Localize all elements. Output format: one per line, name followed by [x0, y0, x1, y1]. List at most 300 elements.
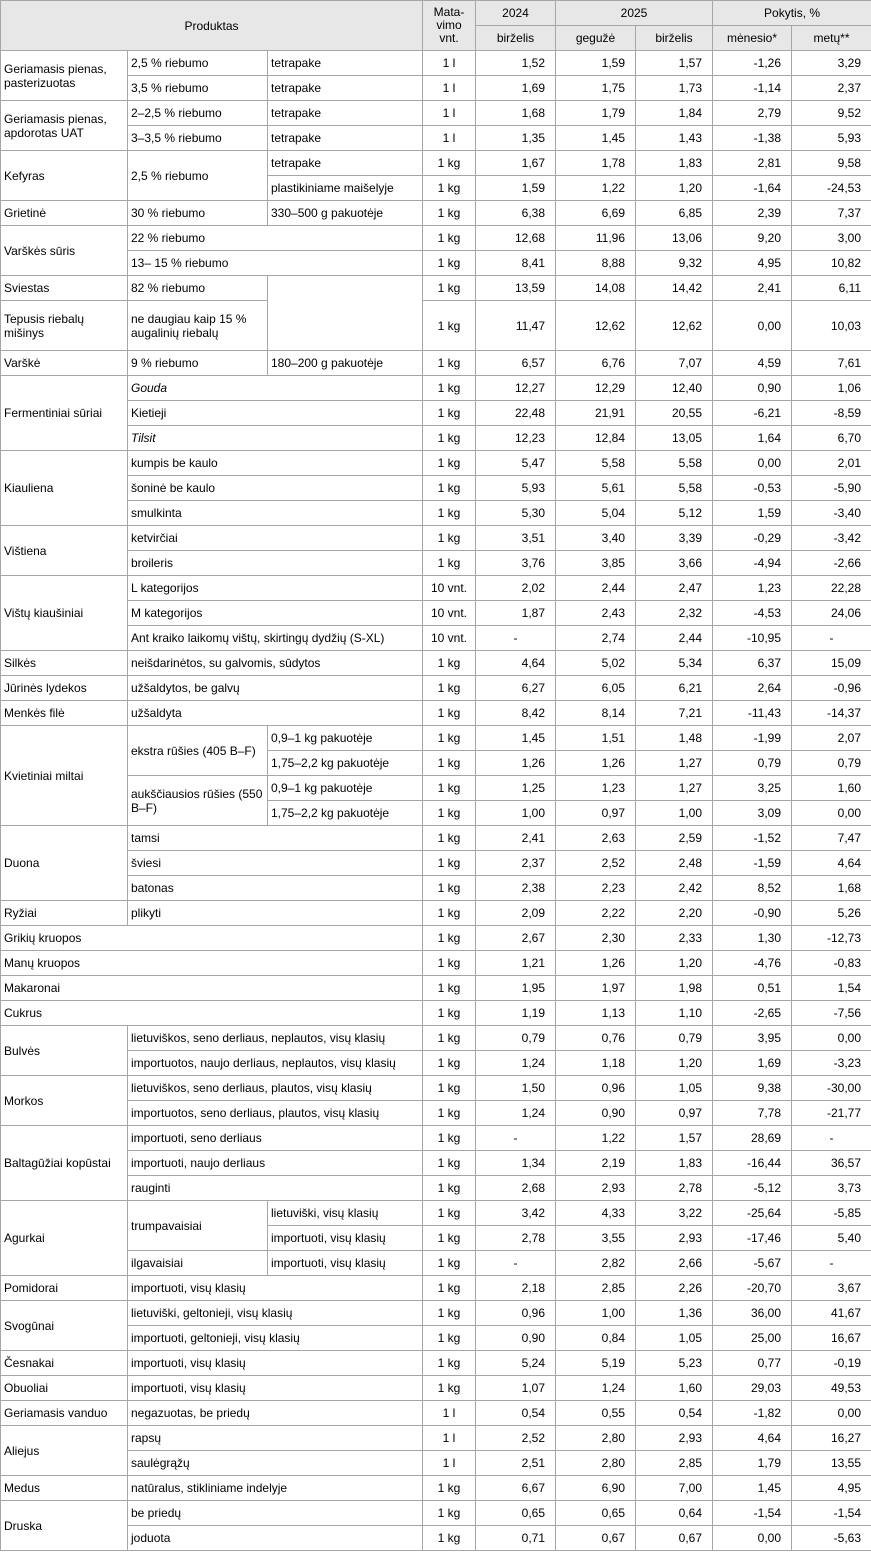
month-change-cell: -4,53 [713, 601, 792, 626]
table-row [1, 776, 871, 801]
month-change-cell: -11,43 [713, 701, 792, 726]
price-2025-may-cell: 1,75 [556, 76, 636, 101]
price-2025-may-cell: 6,76 [556, 351, 636, 376]
price-2025-june-cell: 5,12 [636, 501, 713, 526]
price-2024-june-cell: 1,87 [476, 601, 556, 626]
month-change-cell: 0,00 [713, 301, 792, 351]
price-2025-may-cell: 2,30 [556, 926, 636, 951]
product-sub-cell: 22 % riebumo [128, 226, 423, 251]
price-2025-may-cell: 1,24 [556, 1376, 636, 1401]
product-sub-cell: rauginti [128, 1176, 423, 1201]
table-row [1, 101, 871, 126]
year-change-cell: 49,53 [792, 1376, 871, 1401]
unit-cell: 1 kg [423, 901, 476, 926]
price-2024-june-cell: 2,38 [476, 876, 556, 901]
price-2025-may-cell: 1,78 [556, 151, 636, 176]
year-change-cell: 5,93 [792, 126, 871, 151]
product-group-cell: Kiauliena [1, 451, 128, 526]
price-2025-june-cell: 1,27 [636, 776, 713, 801]
product-sub-cell: importuotos, naujo derliaus, neplautos, visų klasių [128, 1051, 423, 1076]
product-group-cell: Geriamasis pienas, apdorotas UAT [1, 101, 128, 151]
product-sub-cell: 2,5 % riebumo [128, 151, 268, 201]
table-row [1, 226, 871, 251]
unit-cell: 1 kg [423, 1026, 476, 1051]
price-2024-june-cell: 2,37 [476, 851, 556, 876]
table-row [1, 51, 871, 76]
price-2024-june-cell: 22,48 [476, 401, 556, 426]
product-sub-cell: šviesi [128, 851, 423, 876]
table-row [1, 526, 871, 551]
unit-cell: 1 kg [423, 801, 476, 826]
price-2024-june-cell: 5,47 [476, 451, 556, 476]
year-change-cell: 4,95 [792, 1476, 871, 1501]
price-2025-may-cell: 5,04 [556, 501, 636, 526]
product-group-cell: Svogūnai [1, 1301, 128, 1351]
month-change-cell: 0,00 [713, 1526, 792, 1551]
product-sub-cell: trumpavaisiai [128, 1201, 268, 1251]
month-change-cell: 1,30 [713, 926, 792, 951]
price-2024-june-cell: 1,07 [476, 1376, 556, 1401]
unit-cell: 1 l [423, 76, 476, 101]
price-2025-may-cell: 14,08 [556, 276, 636, 301]
year-change-cell: 7,47 [792, 826, 871, 851]
table-row [1, 1476, 871, 1501]
year-change-cell: -3,42 [792, 526, 871, 551]
price-2025-may-cell: 2,80 [556, 1426, 636, 1451]
price-2025-may-cell: 2,74 [556, 626, 636, 651]
price-2024-june-cell: 2,68 [476, 1176, 556, 1201]
year-change-cell: 36,57 [792, 1151, 871, 1176]
packaging-cell: 1,75–2,2 kg pakuotėje [268, 801, 423, 826]
month-change-cell: -5,12 [713, 1176, 792, 1201]
packaging-cell: tetrapake [268, 51, 423, 76]
price-2025-june-cell: 2,66 [636, 1251, 713, 1276]
month-change-cell: -25,64 [713, 1201, 792, 1226]
month-change-cell: 8,52 [713, 876, 792, 901]
packaging-cell: plastikiniame maišelyje [268, 176, 423, 201]
table-row [1, 401, 871, 426]
table-row [1, 1426, 871, 1451]
product-sub-cell: plikyti [128, 901, 423, 926]
price-2025-june-cell: 0,64 [636, 1501, 713, 1526]
price-2024-june-cell: 11,47 [476, 301, 556, 351]
year-change-cell: 2,07 [792, 726, 871, 751]
product-sub-cell: 2–2,5 % riebumo [128, 101, 268, 126]
product-sub-cell: Gouda [128, 376, 423, 401]
price-2025-june-cell: 2,93 [636, 1226, 713, 1251]
product-sub-cell: rapsų [128, 1426, 423, 1451]
product-group-cell: Sviestas [1, 276, 128, 301]
month-change-cell: 0,77 [713, 1351, 792, 1376]
year-change-cell: -0,83 [792, 951, 871, 976]
year-change-cell: 3,67 [792, 1276, 871, 1301]
price-2025-june-cell: 5,58 [636, 476, 713, 501]
unit-cell: 1 l [423, 126, 476, 151]
month-change-cell: 29,03 [713, 1376, 792, 1401]
price-2024-june-cell: 12,23 [476, 426, 556, 451]
packaging-cell: lietuviški, visų klasių [268, 1201, 423, 1226]
year-change-cell: -12,73 [792, 926, 871, 951]
price-2025-june-cell: 1,05 [636, 1326, 713, 1351]
header-year-2024: 2024 [476, 1, 556, 26]
year-change-cell: 1,60 [792, 776, 871, 801]
price-2025-june-cell: 1,60 [636, 1376, 713, 1401]
product-sub-cell: 13– 15 % riebumo [128, 251, 423, 276]
month-change-cell: 2,39 [713, 201, 792, 226]
year-change-cell: 1,68 [792, 876, 871, 901]
packaging-cell: 180–200 g pakuotėje [268, 351, 423, 376]
price-2024-june-cell: 1,45 [476, 726, 556, 751]
price-2024-june-cell: 1,24 [476, 1101, 556, 1126]
unit-cell: 1 kg [423, 1501, 476, 1526]
year-change-cell: 9,58 [792, 151, 871, 176]
table-row [1, 1051, 871, 1076]
price-2025-may-cell: 12,29 [556, 376, 636, 401]
price-2025-june-cell: 3,66 [636, 551, 713, 576]
price-2025-june-cell: 2,20 [636, 901, 713, 926]
month-change-cell: -1,54 [713, 1501, 792, 1526]
table-row [1, 851, 871, 876]
year-change-cell: -5,63 [792, 1526, 871, 1551]
product-group-cell: Geriamasis pienas, pasterizuotas [1, 51, 128, 101]
unit-cell: 1 kg [423, 1276, 476, 1301]
price-2025-may-cell: 1,79 [556, 101, 636, 126]
year-change-cell: -8,59 [792, 401, 871, 426]
unit-cell: 1 kg [423, 301, 476, 351]
product-sub-cell: 2,5 % riebumo [128, 51, 268, 76]
unit-cell: 1 kg [423, 1051, 476, 1076]
unit-cell: 1 l [423, 101, 476, 126]
price-2024-june-cell: 1,95 [476, 976, 556, 1001]
table-row [1, 1351, 871, 1376]
year-change-cell: 16,27 [792, 1426, 871, 1451]
month-change-cell: -1,99 [713, 726, 792, 751]
table-row [1, 701, 871, 726]
product-sub-cell: importuoti, visų klasių [128, 1276, 423, 1301]
price-2025-june-cell: 3,39 [636, 526, 713, 551]
month-change-cell: 0,51 [713, 976, 792, 1001]
year-change-cell: - [792, 1126, 871, 1151]
product-sub-cell: Ant kraiko laikomų vištų, skirtingų dydžių (S-XL) [128, 626, 423, 651]
product-sub-cell: kumpis be kaulo [128, 451, 423, 476]
product-group-cell: Tepusis riebalų mišinys [1, 301, 128, 351]
unit-cell: 1 kg [423, 476, 476, 501]
table-row [1, 876, 871, 901]
product-sub-cell: ilgavaisiai [128, 1251, 268, 1276]
price-2025-may-cell: 8,14 [556, 701, 636, 726]
unit-cell: 1 kg [423, 1326, 476, 1351]
price-2025-may-cell: 5,02 [556, 651, 636, 676]
month-change-cell: 1,59 [713, 501, 792, 526]
year-change-cell: -24,53 [792, 176, 871, 201]
price-2024-june-cell: 1,24 [476, 1051, 556, 1076]
price-2025-may-cell: 0,67 [556, 1526, 636, 1551]
product-sub-cell: 3–3,5 % riebumo [128, 126, 268, 151]
month-change-cell: 4,64 [713, 1426, 792, 1451]
unit-cell: 1 l [423, 1401, 476, 1426]
price-2024-june-cell: 6,38 [476, 201, 556, 226]
price-2025-june-cell: 20,55 [636, 401, 713, 426]
price-2025-may-cell: 2,52 [556, 851, 636, 876]
unit-cell: 1 kg [423, 451, 476, 476]
unit-cell: 1 kg [423, 1151, 476, 1176]
price-2024-june-cell: 2,02 [476, 576, 556, 601]
price-2024-june-cell: 3,51 [476, 526, 556, 551]
table-row [1, 926, 871, 951]
price-2025-june-cell: 1,83 [636, 1151, 713, 1176]
price-2024-june-cell: 6,67 [476, 1476, 556, 1501]
price-2024-june-cell: 12,27 [476, 376, 556, 401]
price-2024-june-cell: 0,65 [476, 1501, 556, 1526]
price-2025-may-cell: 2,85 [556, 1276, 636, 1301]
price-2024-june-cell: 0,71 [476, 1526, 556, 1551]
price-2024-june-cell: 1,59 [476, 176, 556, 201]
table-row [1, 1376, 871, 1401]
product-sub-cell: batonas [128, 876, 423, 901]
unit-cell: 1 kg [423, 251, 476, 276]
price-2024-june-cell: 1,26 [476, 751, 556, 776]
price-2024-june-cell: 8,41 [476, 251, 556, 276]
unit-cell: 1 kg [423, 776, 476, 801]
year-change-cell: - [792, 626, 871, 651]
year-change-cell: 1,06 [792, 376, 871, 401]
price-2024-june-cell: - [476, 1251, 556, 1276]
price-2025-may-cell: 6,05 [556, 676, 636, 701]
price-2025-may-cell: 2,44 [556, 576, 636, 601]
product-group-cell: Fermentiniai sūriai [1, 376, 128, 451]
price-2025-june-cell: 0,67 [636, 1526, 713, 1551]
price-2025-june-cell: 7,21 [636, 701, 713, 726]
month-change-cell: 1,23 [713, 576, 792, 601]
price-2025-june-cell: 2,47 [636, 576, 713, 601]
price-2024-june-cell: 1,50 [476, 1076, 556, 1101]
product-sub-cell: importuoti, naujo derliaus [128, 1151, 423, 1176]
product-group-cell: Grietinė [1, 201, 128, 226]
month-change-cell: -0,53 [713, 476, 792, 501]
price-2025-may-cell: 5,19 [556, 1351, 636, 1376]
price-2024-june-cell: 2,67 [476, 926, 556, 951]
header-2025-june: birželis [636, 26, 713, 51]
price-2025-may-cell: 0,65 [556, 1501, 636, 1526]
price-2024-june-cell: 0,96 [476, 1301, 556, 1326]
price-2025-may-cell: 2,22 [556, 901, 636, 926]
month-change-cell: 28,69 [713, 1126, 792, 1151]
unit-cell: 1 kg [423, 1176, 476, 1201]
price-2025-june-cell: 5,23 [636, 1351, 713, 1376]
unit-cell: 1 kg [423, 201, 476, 226]
month-change-cell: 9,38 [713, 1076, 792, 1101]
price-2025-june-cell: 1,43 [636, 126, 713, 151]
price-2024-june-cell: 2,51 [476, 1451, 556, 1476]
price-2025-june-cell: 0,54 [636, 1401, 713, 1426]
unit-cell: 1 kg [423, 151, 476, 176]
price-2024-june-cell: 2,41 [476, 826, 556, 851]
year-change-cell: 0,79 [792, 751, 871, 776]
price-2025-may-cell: 3,55 [556, 1226, 636, 1251]
product-group-cell: Geriamasis vanduo [1, 1401, 128, 1426]
year-change-cell: -7,56 [792, 1001, 871, 1026]
unit-cell: 1 kg [423, 826, 476, 851]
unit-cell: 1 kg [423, 501, 476, 526]
unit-cell: 1 l [423, 51, 476, 76]
price-2024-june-cell: 0,54 [476, 1401, 556, 1426]
month-change-cell: 1,45 [713, 1476, 792, 1501]
year-change-cell: 3,29 [792, 51, 871, 76]
month-change-cell: -2,65 [713, 1001, 792, 1026]
month-change-cell: 25,00 [713, 1326, 792, 1351]
unit-cell: 1 kg [423, 701, 476, 726]
month-change-cell: 9,20 [713, 226, 792, 251]
price-2024-june-cell: - [476, 626, 556, 651]
table-row [1, 476, 871, 501]
price-2025-june-cell: 1,83 [636, 151, 713, 176]
price-2025-june-cell: 6,85 [636, 201, 713, 226]
table-row [1, 1126, 871, 1151]
month-change-cell: 2,64 [713, 676, 792, 701]
price-2025-may-cell: 6,90 [556, 1476, 636, 1501]
price-2025-june-cell: 2,26 [636, 1276, 713, 1301]
table-row [1, 726, 871, 751]
table-row [1, 451, 871, 476]
unit-cell: 1 kg [423, 551, 476, 576]
price-2025-june-cell: 13,05 [636, 426, 713, 451]
price-2025-june-cell: 2,85 [636, 1451, 713, 1476]
year-change-cell: - [792, 1251, 871, 1276]
product-sub-cell: neišdarinėtos, su galvomis, sūdytos [128, 651, 423, 676]
unit-cell: 1 kg [423, 226, 476, 251]
product-sub-cell: importuoti, visų klasių [128, 1351, 423, 1376]
price-2025-may-cell: 3,85 [556, 551, 636, 576]
month-change-cell: 2,41 [713, 276, 792, 301]
price-2025-june-cell: 0,79 [636, 1026, 713, 1051]
month-change-cell: -0,29 [713, 526, 792, 551]
price-2025-june-cell: 2,42 [636, 876, 713, 901]
month-change-cell: 2,81 [713, 151, 792, 176]
product-group-cell: Makaronai [1, 976, 423, 1001]
price-2025-may-cell: 5,58 [556, 451, 636, 476]
unit-cell: 1 kg [423, 1526, 476, 1551]
packaging-cell: tetrapake [268, 126, 423, 151]
price-2025-june-cell: 1,00 [636, 801, 713, 826]
price-2025-may-cell: 0,84 [556, 1326, 636, 1351]
price-2025-june-cell: 14,42 [636, 276, 713, 301]
product-sub-cell: smulkinta [128, 501, 423, 526]
month-change-cell: -10,95 [713, 626, 792, 651]
price-2025-june-cell: 5,34 [636, 651, 713, 676]
price-2025-june-cell: 2,59 [636, 826, 713, 851]
price-2025-june-cell: 1,10 [636, 1001, 713, 1026]
packaging-cell: tetrapake [268, 76, 423, 101]
price-2025-may-cell: 5,61 [556, 476, 636, 501]
price-2025-may-cell: 2,80 [556, 1451, 636, 1476]
unit-cell: 1 kg [423, 1226, 476, 1251]
table-row [1, 1276, 871, 1301]
year-change-cell: 16,67 [792, 1326, 871, 1351]
price-2025-june-cell: 1,20 [636, 951, 713, 976]
unit-cell: 1 kg [423, 876, 476, 901]
product-sub-cell: ketvirčiai [128, 526, 423, 551]
unit-cell: 1 l [423, 1426, 476, 1451]
month-change-cell: 3,95 [713, 1026, 792, 1051]
product-group-cell: Menkės filė [1, 701, 128, 726]
table-row [1, 576, 871, 601]
table-row [1, 901, 871, 926]
price-2025-may-cell: 12,84 [556, 426, 636, 451]
year-change-cell: 6,11 [792, 276, 871, 301]
price-2025-may-cell: 6,69 [556, 201, 636, 226]
product-sub-cell: 9 % riebumo [128, 351, 268, 376]
unit-cell: 1 l [423, 1451, 476, 1476]
product-sub-cell: 3,5 % riebumo [128, 76, 268, 101]
month-change-cell: -1,64 [713, 176, 792, 201]
table-row [1, 351, 871, 376]
unit-cell: 10 vnt. [423, 576, 476, 601]
price-2025-june-cell: 3,22 [636, 1201, 713, 1226]
product-sub-cell: Tilsit [128, 426, 423, 451]
product-sub-cell: ne daugiau kaip 15 % augalinių riebalų [128, 301, 268, 351]
price-2024-june-cell: - [476, 1126, 556, 1151]
product-sub-cell: Kietieji [128, 401, 423, 426]
year-change-cell: -3,40 [792, 501, 871, 526]
price-2025-may-cell: 1,13 [556, 1001, 636, 1026]
price-2025-june-cell: 12,40 [636, 376, 713, 401]
year-change-cell: -5,90 [792, 476, 871, 501]
month-change-cell: -1,59 [713, 851, 792, 876]
month-change-cell: -20,70 [713, 1276, 792, 1301]
table-row [1, 1176, 871, 1201]
price-2025-june-cell: 1,05 [636, 1076, 713, 1101]
year-change-cell: 4,64 [792, 851, 871, 876]
product-sub-cell: užšaldytos, be galvų [128, 676, 423, 701]
product-sub-cell: joduota [128, 1526, 423, 1551]
product-sub-cell: importuoti, geltonieji, visų klasių [128, 1326, 423, 1351]
product-sub-cell: 82 % riebumo [128, 276, 268, 301]
packaging-cell: 1,75–2,2 kg pakuotėje [268, 751, 423, 776]
product-sub-cell: lietuviškos, seno derliaus, neplautos, visų klasių [128, 1026, 423, 1051]
price-2024-june-cell: 6,27 [476, 676, 556, 701]
price-2025-may-cell: 0,97 [556, 801, 636, 826]
table-row [1, 551, 871, 576]
unit-cell: 1 kg [423, 976, 476, 1001]
table-row [1, 201, 871, 226]
product-group-cell: Manų kruopos [1, 951, 423, 976]
product-sub-cell: L kategorijos [128, 576, 423, 601]
table-row [1, 1401, 871, 1426]
product-group-cell: Medus [1, 1476, 128, 1501]
price-2025-may-cell: 0,90 [556, 1101, 636, 1126]
month-change-cell: -16,44 [713, 1151, 792, 1176]
price-2025-june-cell: 1,84 [636, 101, 713, 126]
product-sub-cell: natūralus, stikliniame indelyje [128, 1476, 423, 1501]
price-2024-june-cell: 1,68 [476, 101, 556, 126]
price-2025-may-cell: 0,55 [556, 1401, 636, 1426]
month-change-cell: -4,94 [713, 551, 792, 576]
price-2025-may-cell: 1,22 [556, 1126, 636, 1151]
price-2024-june-cell: 0,79 [476, 1026, 556, 1051]
month-change-cell: 1,79 [713, 1451, 792, 1476]
table-row [1, 1526, 871, 1551]
month-change-cell: 7,78 [713, 1101, 792, 1126]
table-row [1, 76, 871, 101]
unit-cell: 1 kg [423, 1201, 476, 1226]
year-change-cell: 9,52 [792, 101, 871, 126]
product-group-cell: Baltagūžiai kopūstai [1, 1126, 128, 1201]
price-2025-june-cell: 0,97 [636, 1101, 713, 1126]
unit-cell: 1 kg [423, 726, 476, 751]
table-row [1, 151, 871, 176]
product-group-cell: Silkės [1, 651, 128, 676]
header-2025-may: gegužė [556, 26, 636, 51]
